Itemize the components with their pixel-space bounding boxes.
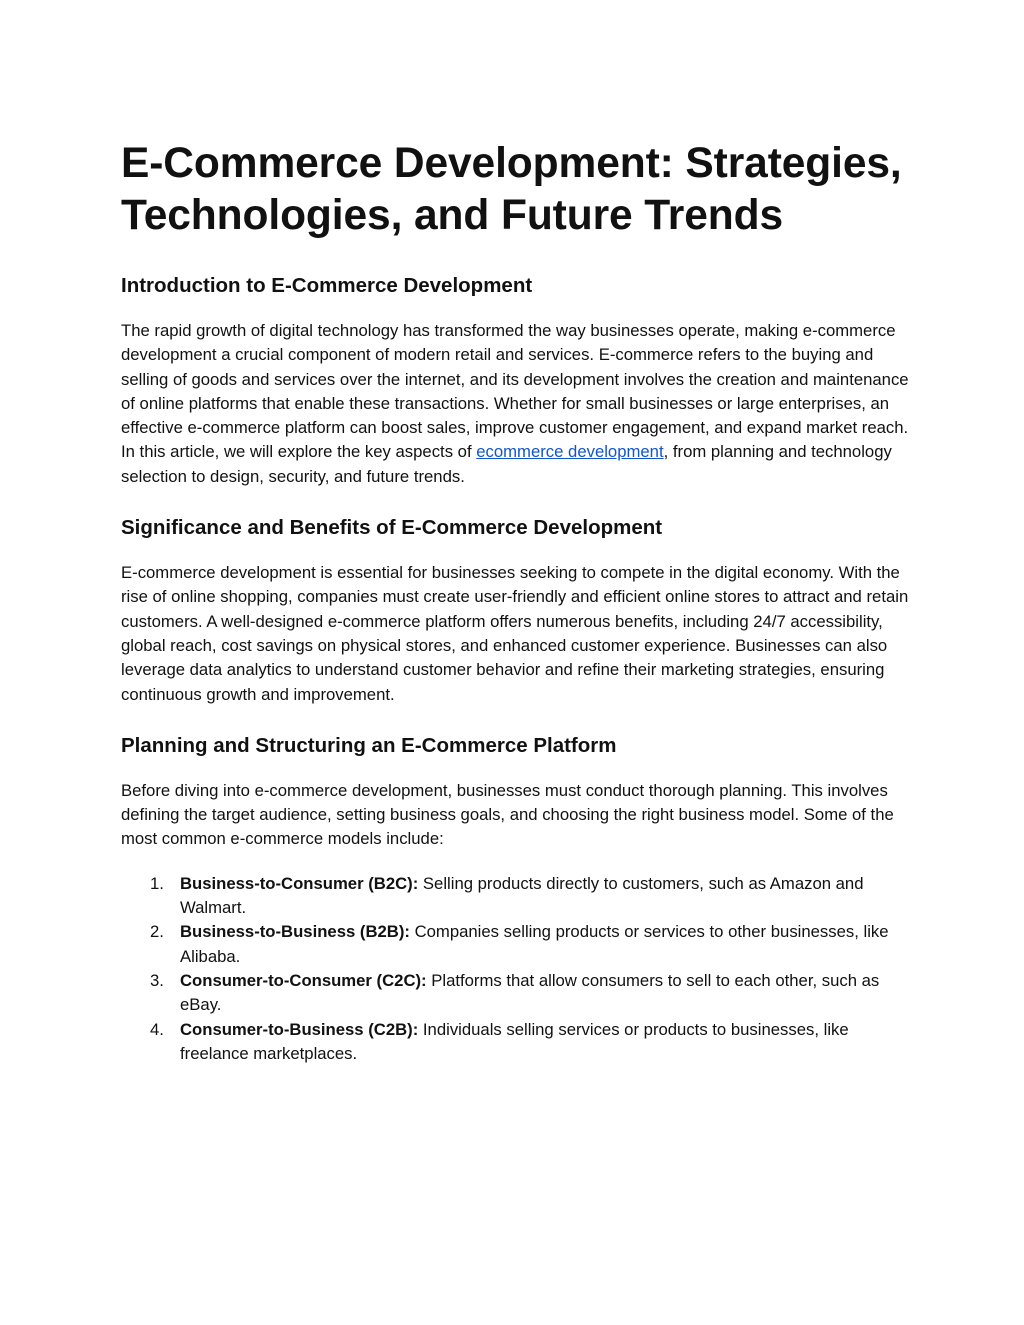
list-item-number: 4. xyxy=(150,1019,164,1039)
list-item-term: Consumer-to-Consumer (C2C): xyxy=(180,970,427,990)
section-heading-significance: Significance and Benefits of E-Commerce Development xyxy=(121,516,663,540)
list-item xyxy=(121,872,911,921)
list-item-term: Consumer-to-Business (C2B): xyxy=(180,1019,419,1039)
list-item-number: 3. xyxy=(150,970,164,990)
introduction-text-after-link: , from planning and technology selection to design, security, and future trends. xyxy=(121,442,892,486)
document-body xyxy=(121,138,911,1066)
list-item xyxy=(121,920,911,969)
section-heading-introduction: Introduction to E-Commerce Development xyxy=(121,274,533,297)
ecommerce-development-link[interactable]: ecommerce development xyxy=(476,442,664,462)
list-item-number: 1. xyxy=(150,873,164,893)
list-item-term: Business-to-Consumer (B2C): xyxy=(180,873,419,893)
title-line-1: E-Commerce Development: Strategies, xyxy=(121,140,902,187)
list-item xyxy=(121,969,911,1018)
introduction-text-before-link: The rapid growth of digital technology has transformed the way businesses operate, making e-commerce development a crucial component of modern retail and services. E-commerce refers to the buying and selling of goods and services over the internet, and its development involves the creation and maintenance of online platforms that enable these transactions. Whether for small businesses or large enterprises, an effective e-commerce platform can boost sales, improve customer engagement, and expand market reach. In this article, we will explore the key aspects of xyxy=(121,321,909,462)
document-title xyxy=(121,138,911,242)
ecommerce-models-list xyxy=(121,872,911,1066)
list-item-number: 2. xyxy=(150,922,164,942)
list-item xyxy=(121,1018,911,1067)
list-item-description: Companies selling products or services to other businesses, like Alibaba. xyxy=(180,922,889,966)
list-item-description: Individuals selling services or products to businesses, like freelance marketplaces. xyxy=(180,1019,849,1063)
list-item-description: Platforms that allow consumers to sell to each other, such as eBay. xyxy=(180,970,880,1015)
list-item-term: Business-to-Business (B2B): xyxy=(180,922,410,942)
list-item-description: Selling products directly to customers, such as Amazon and Walmart. xyxy=(180,873,864,918)
introduction-paragraph xyxy=(121,319,911,489)
significance-paragraph: E-commerce development is essential for businesses seeking to compete in the digital economy. With the rise of online shopping, companies must create user-friendly and efficient online stores to attract and retain customers. A well-designed e-commerce platform offers numerous benefits, including 24/7 accessibility, global reach, cost savings on physical stores, and enhanced customer experience. Businesses can also leverage data analytics to understand customer behavior and refine their marketing strategies, ensuring continuous growth and improvement. xyxy=(121,563,909,704)
planning-paragraph: Before diving into e-commerce development, businesses must conduct thorough planning. This involves defining the target audience, setting business goals, and choosing the right business model. Some of the most common e-commerce models include: xyxy=(121,780,894,849)
title-line-2: Technologies, and Future Trends xyxy=(121,192,784,239)
section-heading-planning: Planning and Structuring an E-Commerce Platform xyxy=(121,733,617,757)
